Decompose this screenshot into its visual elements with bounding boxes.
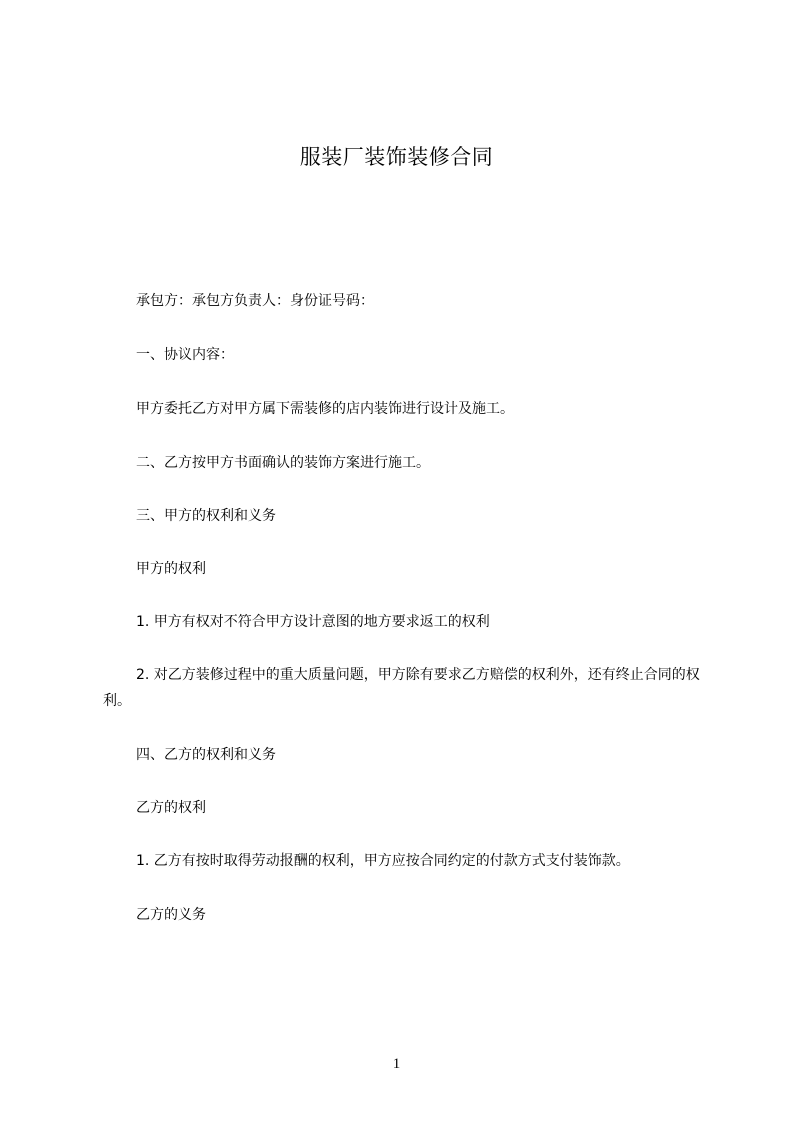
section-heading-party-b: 四、乙方的权利和义务: [136, 747, 276, 763]
agreement-content: 甲方委托乙方对甲方属下需装修的店内装饰进行设计及施工。: [136, 401, 514, 417]
subheading-party-b-obligations: 乙方的义务: [136, 907, 206, 923]
section-heading-agreement: 一、协议内容：: [136, 347, 234, 363]
subheading-party-b-rights: 乙方的权利: [136, 800, 206, 816]
contractor-info-line: 承包方：承包方负责人：身份证号码：: [136, 293, 374, 309]
section-heading-construction: 二、乙方按甲方书面确认的装饰方案进行施工。: [136, 455, 430, 471]
party-b-right-1: 1. 乙方有按时取得劳动报酬的权利，甲方应按合同约定的付款方式支付装饰款。: [136, 853, 630, 869]
party-a-right-2: 2. 对乙方装修过程中的重大质量问题，甲方除有要求乙方赔偿的权利外，还有终止合同的权利。: [103, 667, 700, 709]
section-heading-party-a: 三、甲方的权利和义务: [136, 508, 276, 524]
document-title: 服装厂装饰装修合同: [299, 145, 494, 169]
party-a-right-1: 1. 甲方有权对不符合甲方设计意图的地方要求返工的权利: [136, 614, 490, 630]
subheading-party-a-rights: 甲方的权利: [136, 561, 206, 577]
page-number: 1: [392, 1056, 401, 1072]
